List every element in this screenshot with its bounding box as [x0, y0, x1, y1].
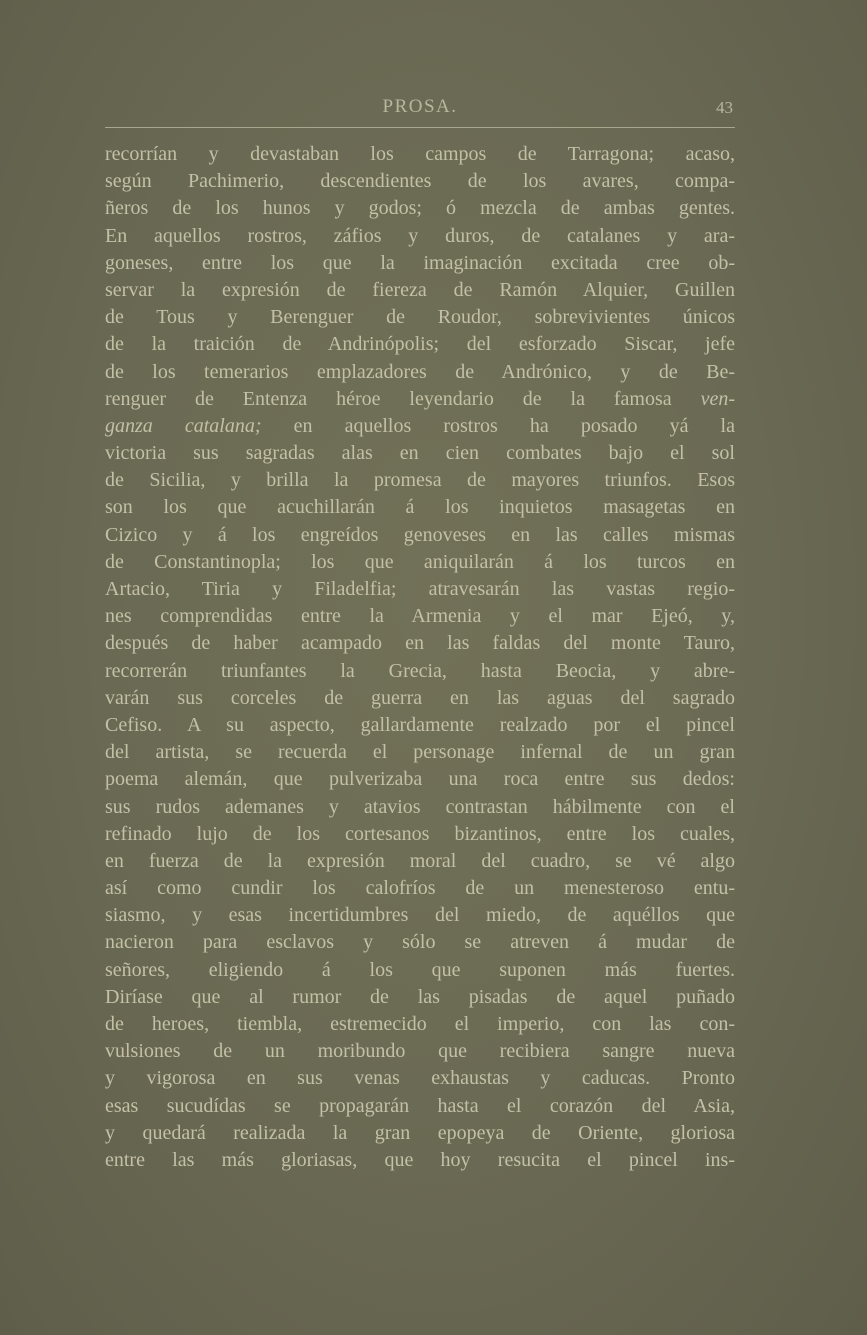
text-line: Artacio, Tiria y Filadelfia; atravesarán las vastas regio- [105, 578, 735, 600]
text-line: varán sus corceles de guerra en las aguas del sagrado [105, 686, 735, 709]
text-line: esas sucudídas se propagarán hasta el corazón del Asia, [105, 1094, 735, 1117]
header-rule [105, 127, 735, 128]
text-line: poema alemán, que pulverizaba una roca entre sus dedos: [105, 768, 735, 791]
text-line: Cizico y á los engreídos genoveses en las calles mismas [105, 523, 735, 546]
text-line: y vigorosa en sus venas exhaustas y caducas. Pronto [105, 1067, 735, 1090]
italic-run: ganza catalana; [105, 414, 262, 437]
text-line: Diríase que al rumor de las pisadas de aquel puñado [105, 985, 735, 1008]
text-line-italic-1 [105, 386, 735, 413]
text-line: refinado lujo de los cortesanos bizantinos, entre los cuales, [105, 822, 735, 845]
text-line: y quedará realizada la gran epopeya de Oriente, gloriosa [105, 1121, 735, 1144]
text-line: nacieron para esclavos y sólo se atreven á mudar de [105, 931, 735, 954]
running-head-title: PROSA. [382, 96, 458, 117]
text-run: en aquellos rostros ha posado yá la [261, 414, 735, 437]
text-line: sus rudos ademanes y atavios contrastan hábilmente con el [105, 795, 735, 818]
text-line: goneses, entre los que la imaginación excitada cree ob- [105, 251, 735, 274]
page-number: 43 [716, 98, 733, 117]
text-line: en fuerza de la expresión moral del cuadro, se vé algo [105, 849, 735, 872]
text-line: de la traición de Andrinópolis; del esforzado Siscar, jefe [105, 333, 735, 356]
text-line: victoria sus sagradas alas en cien combates bajo el sol [105, 442, 735, 465]
text-line: de Sicilia, y brilla la promesa de mayores triunfos. Esos [105, 469, 735, 492]
italic-run: ven- [700, 387, 735, 410]
text-run: renguer de Entenza héroe leyendario de la famosa [105, 387, 701, 410]
body-text [105, 141, 735, 1174]
text-line: de heroes, tiembla, estremecido el imperio, con las con- [105, 1013, 735, 1035]
text-line: recorrían y devastaban los campos de Tarragona; acaso, [105, 143, 735, 165]
text-line: del artista, se recuerda el personage infernal de un gran [105, 741, 735, 764]
text-line: ñeros de los hunos y godos; ó mezcla de ambas gentes. [105, 197, 735, 220]
text-line: de los temerarios emplazadores de Andrónico, y de Be- [105, 360, 735, 383]
text-line: servar la expresión de fiereza de Ramón Alquier, Guillen [105, 278, 735, 301]
text-line: de Tous y Berenguer de Roudor, sobrevivientes únicos [105, 306, 735, 329]
text-line: En aquellos rostros, záfios y duros, de catalanes y ara- [105, 224, 735, 247]
text-line: según Pachimerio, descendientes de los avares, compa- [105, 170, 735, 193]
text-line: entre las más gloriasas, que hoy resucita el pincel ins- [105, 1148, 735, 1171]
text-line: después de haber acampado en las faldas del monte Tauro, [105, 632, 735, 655]
text-line: vulsiones de un moribundo que recibiera sangre nueva [105, 1040, 735, 1063]
text-line: recorrerán triunfantes la Grecia, hasta Beocia, y abre- [105, 659, 735, 682]
running-head [105, 96, 735, 126]
text-line: de Constantinopla; los que aniquilarán á los turcos en [105, 550, 735, 573]
text-line-italic-2 [105, 413, 735, 440]
text-line: siasmo, y esas incertidumbres del miedo, de aquéllos que [105, 904, 735, 927]
text-line: son los que acuchillarán á los inquietos masagetas en [105, 496, 735, 519]
text-line: nes comprendidas entre la Armenia y el mar Ejeó, y, [105, 605, 735, 628]
text-line: así como cundir los calofríos de un menesteroso entu- [105, 877, 735, 900]
text-line: señores, eligiendo á los que suponen más fuertes. [105, 958, 735, 981]
text-line: Cefiso. A su aspecto, gallardamente realzado por el pincel [105, 713, 735, 736]
